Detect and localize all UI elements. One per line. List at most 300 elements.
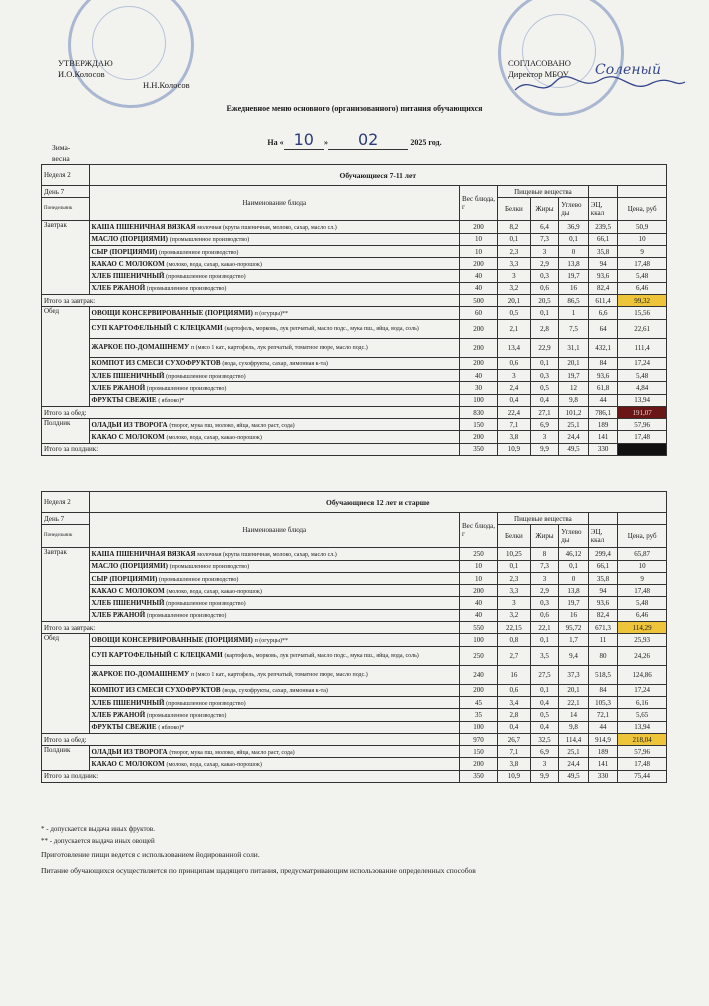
- dish-details: п (огурцы)**: [254, 638, 288, 645]
- value-p: 15,56: [618, 307, 667, 319]
- value-j: 3,5: [530, 646, 559, 665]
- col-e-header: ЭЦ, ккал: [588, 525, 618, 548]
- value-p: 9: [618, 572, 667, 584]
- col-nutrients-header: Пищевые вещества: [498, 513, 589, 525]
- lunch-label: Обед: [42, 634, 90, 733]
- value-p: 6,16: [618, 696, 667, 708]
- snack-row: [42, 431, 667, 443]
- weekday-label: Понедельник: [42, 198, 90, 221]
- dish-name: [89, 758, 460, 770]
- dish-title: ХЛЕБ ПШЕНИЧНЫЙ: [91, 698, 165, 707]
- value-p: 5,65: [618, 709, 667, 721]
- dish-title: КАША ПШЕНИЧНАЯ ВЯЗКАЯ: [91, 549, 196, 558]
- value-u: 19,7: [559, 369, 589, 381]
- lunch-total-row: [42, 733, 667, 745]
- dish-name: [89, 560, 460, 572]
- document-title: Ежедневное меню основного (организованного) питания обучающихся: [226, 104, 483, 113]
- value-u: 22,1: [559, 696, 589, 708]
- snack-total-row: [42, 443, 667, 455]
- lunch-row: [42, 319, 667, 338]
- value-u: 7,5: [559, 319, 589, 338]
- total-e: 671,3: [588, 622, 618, 634]
- value-b: 3: [498, 270, 531, 282]
- group-header-row: [42, 492, 667, 513]
- value-w: 200: [460, 338, 498, 357]
- value-b: 3,3: [498, 585, 531, 597]
- value-w: 150: [460, 746, 498, 758]
- breakfast-total-label: Итого за завтрак:: [42, 622, 460, 634]
- value-b: 3: [498, 597, 531, 609]
- junior-table-body: [42, 165, 667, 456]
- value-p: 17,48: [618, 258, 667, 270]
- value-e: 64: [588, 319, 618, 338]
- value-e: 44: [588, 394, 618, 406]
- dish-title: ХЛЕБ РЖАНОЙ: [91, 710, 146, 719]
- value-p: 17,48: [618, 758, 667, 770]
- dish-title: ХЛЕБ ПШЕНИЧНЫЙ: [91, 599, 165, 608]
- breakfast-row: [42, 548, 667, 560]
- dish-name: [89, 382, 460, 394]
- value-u: 31,1: [559, 338, 589, 357]
- dish-details: (промышленное производство): [166, 700, 246, 707]
- breakfast-row: [42, 258, 667, 270]
- value-b: 0,4: [498, 721, 531, 733]
- total-e: 330: [588, 770, 618, 782]
- lunch-row: [42, 684, 667, 696]
- dish-name: [89, 258, 460, 270]
- col-j-header: Жиры: [530, 198, 559, 221]
- col-j-header: Жиры: [530, 525, 559, 548]
- value-b: 0,1: [498, 560, 531, 572]
- breakfast-row: [42, 609, 667, 621]
- value-p: 17,24: [618, 357, 667, 369]
- dish-details: (промышленное производство): [146, 613, 227, 620]
- total-w: 830: [460, 406, 498, 418]
- dish-name: [89, 572, 460, 584]
- value-e: 84: [588, 357, 618, 369]
- value-j: 3: [530, 758, 559, 770]
- column-header-row: [42, 186, 667, 198]
- dish-title: КАКАО С МОЛОКОМ: [91, 259, 165, 268]
- value-j: 3: [530, 431, 559, 443]
- dish-title: ОВОЩИ КОНСЕРВИРОВАННЫЕ (ПОРЦИЯМИ): [91, 309, 253, 318]
- value-p: 6,46: [618, 282, 667, 294]
- value-e: 80: [588, 646, 618, 665]
- value-u: 24,4: [559, 758, 589, 770]
- blank-cell: [618, 513, 667, 525]
- value-p: 10: [618, 233, 667, 245]
- dish-name: [89, 721, 460, 733]
- value-j: 22,9: [530, 338, 559, 357]
- value-p: 65,87: [618, 548, 667, 560]
- date-prefix: На «: [267, 138, 284, 147]
- group-header-row: [42, 165, 667, 186]
- value-p: 9: [618, 245, 667, 257]
- value-j: 0,5: [530, 382, 559, 394]
- date-year: 2025 год.: [410, 138, 442, 147]
- total-e: 330: [588, 443, 618, 455]
- snack-total-label: Итого за полдник:: [42, 770, 460, 782]
- value-w: 35: [460, 709, 498, 721]
- dish-name: [89, 282, 460, 294]
- value-j: 0,4: [530, 394, 559, 406]
- total-e: 611,4: [588, 295, 618, 307]
- total-b: 26,7: [498, 733, 531, 745]
- value-j: 0,1: [530, 307, 559, 319]
- dish-title: СУП КАРТОФЕЛЬНЫЙ С КЛЕЦКАМИ: [91, 324, 223, 333]
- footnote-diet: Питание обучающихся осуществляется по принципам щадящего питания, предусматривающим использование определенных способов: [41, 866, 476, 875]
- lunch-row: [42, 338, 667, 357]
- week-label: Неделя 2: [42, 165, 90, 186]
- breakfast-row: [42, 560, 667, 572]
- value-w: 150: [460, 419, 498, 431]
- signature-scribble: [510, 70, 690, 100]
- total-w: 500: [460, 295, 498, 307]
- dish-details: (промышленное производство): [166, 274, 246, 281]
- value-u: 9,4: [559, 646, 589, 665]
- blank-cell: [588, 513, 618, 525]
- dish-name: [89, 431, 460, 443]
- date-month: 02: [328, 130, 408, 150]
- dish-title: КАКАО С МОЛОКОМ: [91, 433, 165, 442]
- value-j: 7,3: [530, 233, 559, 245]
- value-u: 0,1: [559, 233, 589, 245]
- breakfast-row: [42, 572, 667, 584]
- dish-details: п (мясо 1 кат., картофель, лук репчатый, томатное пюре, масло подс.): [190, 345, 368, 352]
- value-e: 94: [588, 258, 618, 270]
- value-w: 30: [460, 382, 498, 394]
- value-e: 61,8: [588, 382, 618, 394]
- value-p: 57,96: [618, 746, 667, 758]
- value-w: 40: [460, 282, 498, 294]
- value-b: 3: [498, 369, 531, 381]
- value-p: 4,84: [618, 382, 667, 394]
- dish-details: (промышленное производство): [166, 373, 246, 380]
- dish-details: (картофель, морковь, лук репчатый, масло подс., мука пш., яйца, вода, соль): [224, 326, 419, 333]
- dish-title: КАКАО С МОЛОКОМ: [91, 586, 165, 595]
- breakfast-row: [42, 233, 667, 245]
- total-u: 101,2: [559, 406, 589, 418]
- dish-details: ( яблоко)*: [158, 725, 185, 732]
- total-j: 9,9: [530, 443, 559, 455]
- dish-title: МАСЛО (ПОРЦИЯМИ): [91, 562, 168, 571]
- week-label: Неделя 2: [42, 492, 90, 513]
- date-day: 10: [284, 130, 324, 150]
- col-b-header: Белки: [498, 525, 531, 548]
- value-w: 10: [460, 572, 498, 584]
- agree-signature: Соленый: [595, 62, 661, 78]
- value-u: 46,12: [559, 548, 589, 560]
- dish-details: ( яблоко)*: [158, 398, 185, 405]
- agree-position: Директор МБОУ: [508, 69, 569, 79]
- lunch-row: [42, 634, 667, 646]
- lunch-row: [42, 369, 667, 381]
- value-j: 6,9: [530, 746, 559, 758]
- total-p: [618, 443, 667, 455]
- value-u: 0: [559, 572, 589, 584]
- total-p: 191,07: [618, 406, 667, 418]
- snack-row: [42, 746, 667, 758]
- footnote-fruits: * - допускается выдача иных фруктов.: [41, 825, 155, 833]
- value-w: 200: [460, 319, 498, 338]
- agree-label: СОГЛАСОВАНО: [508, 58, 571, 68]
- value-w: 10: [460, 560, 498, 572]
- group-title: Обучающиеся 12 лет и старше: [89, 492, 667, 513]
- value-j: 27,5: [530, 665, 559, 684]
- dish-details: (молоко, вода, сахар, какао-порошок): [166, 762, 262, 769]
- col-weight-header: Вес блюда, г: [460, 186, 498, 221]
- value-u: 25,1: [559, 419, 589, 431]
- snack-total-label: Итого за полдник:: [42, 443, 460, 455]
- value-b: 0,1: [498, 233, 531, 245]
- col-e-header: ЭЦ, ккал: [588, 198, 618, 221]
- blank-cell: [588, 186, 618, 198]
- dish-details: (вода, сухофрукты, сахар, лимонная к-та): [222, 688, 328, 695]
- col-price-header: Цена, руб: [618, 198, 667, 221]
- breakfast-label: Завтрак: [42, 548, 90, 622]
- value-e: 93,6: [588, 597, 618, 609]
- value-j: 0,4: [530, 721, 559, 733]
- breakfast-row: [42, 245, 667, 257]
- dish-details: (творог, мука пш, молоко, яйца, масло раст, сода): [169, 749, 295, 756]
- value-j: 6,4: [530, 221, 559, 233]
- value-w: 250: [460, 548, 498, 560]
- dish-name: [89, 696, 460, 708]
- value-e: 93,6: [588, 270, 618, 282]
- col-nutrients-header: Пищевые вещества: [498, 186, 589, 198]
- value-u: 0: [559, 245, 589, 257]
- snack-label: Полдник: [42, 419, 90, 444]
- menu-table-senior: [41, 491, 667, 783]
- value-w: 240: [460, 665, 498, 684]
- dish-name: [89, 233, 460, 245]
- value-b: 3,3: [498, 258, 531, 270]
- value-e: 239,5: [588, 221, 618, 233]
- value-u: 9,8: [559, 394, 589, 406]
- value-p: 6,46: [618, 609, 667, 621]
- value-b: 10,25: [498, 548, 531, 560]
- value-e: 84: [588, 684, 618, 696]
- breakfast-total-row: [42, 622, 667, 634]
- value-e: 94: [588, 585, 618, 597]
- document-date: [0, 130, 709, 149]
- value-b: 2,1: [498, 319, 531, 338]
- dish-details: (промышленное производство): [166, 601, 246, 608]
- dish-details: (вода, сухофрукты, сахар, лимонная к-та): [222, 361, 328, 368]
- value-b: 2,3: [498, 572, 531, 584]
- snack-total-row: [42, 770, 667, 782]
- breakfast-label: Завтрак: [42, 221, 90, 295]
- value-u: 25,1: [559, 746, 589, 758]
- value-b: 3,4: [498, 696, 531, 708]
- value-p: 5,48: [618, 597, 667, 609]
- dish-name: [89, 665, 460, 684]
- value-p: 22,61: [618, 319, 667, 338]
- column-header-row: [42, 513, 667, 525]
- value-w: 250: [460, 646, 498, 665]
- col-b-header: Белки: [498, 198, 531, 221]
- value-u: 36,9: [559, 221, 589, 233]
- value-p: 111,4: [618, 338, 667, 357]
- value-b: 0,4: [498, 394, 531, 406]
- value-b: 2,8: [498, 709, 531, 721]
- value-j: 0,5: [530, 709, 559, 721]
- total-j: 9,9: [530, 770, 559, 782]
- dish-name: [89, 585, 460, 597]
- approve-name: Н.Н.Колосов: [143, 80, 190, 90]
- value-u: 9,8: [559, 721, 589, 733]
- value-p: 5,48: [618, 369, 667, 381]
- value-b: 3,8: [498, 431, 531, 443]
- value-j: 0,1: [530, 634, 559, 646]
- total-w: 350: [460, 443, 498, 455]
- col-name-header: Наименование блюда: [89, 513, 460, 548]
- dish-details: (промышленное производство): [169, 564, 250, 571]
- col-u-header: Углево ды: [559, 198, 589, 221]
- value-u: 19,7: [559, 597, 589, 609]
- dish-details: (молоко, вода, сахар, какао-порошок): [166, 588, 262, 595]
- dish-title: ФРУКТЫ СВЕЖИЕ: [91, 396, 157, 405]
- value-u: 1: [559, 307, 589, 319]
- breakfast-total-label: Итого за завтрак:: [42, 295, 460, 307]
- dish-name: [89, 684, 460, 696]
- dish-name: [89, 319, 460, 338]
- value-w: 100: [460, 721, 498, 733]
- lunch-row: [42, 357, 667, 369]
- dish-title: КОМПОТ ИЗ СМЕСИ СУХОФРУКТОВ: [91, 359, 221, 368]
- dish-title: ХЛЕБ ПШЕНИЧНЫЙ: [91, 371, 165, 380]
- breakfast-total-row: [42, 295, 667, 307]
- lunch-total-row: [42, 406, 667, 418]
- dish-details: (промышленное производство): [146, 385, 227, 392]
- value-b: 2,4: [498, 382, 531, 394]
- lunch-row: [42, 696, 667, 708]
- lunch-row: [42, 665, 667, 684]
- dish-title: КАКАО С МОЛОКОМ: [91, 760, 165, 769]
- total-b: 22,4: [498, 406, 531, 418]
- dish-title: ХЛЕБ РЖАНОЙ: [91, 383, 146, 392]
- dish-title: ОВОЩИ КОНСЕРВИРОВАННЫЕ (ПОРЦИЯМИ): [91, 636, 253, 645]
- value-e: 66,1: [588, 233, 618, 245]
- dish-title: ЖАРКОЕ ПО-ДОМАШНЕМУ: [91, 670, 190, 679]
- day-label: День 7: [42, 513, 90, 525]
- dish-title: ХЛЕБ РЖАНОЙ: [91, 284, 146, 293]
- snack-row: [42, 419, 667, 431]
- value-w: 200: [460, 221, 498, 233]
- value-w: 200: [460, 585, 498, 597]
- group-title: Обучающиеся 7-11 лет: [89, 165, 667, 186]
- dish-details: (промышленное производство): [146, 286, 227, 293]
- value-b: 3,2: [498, 609, 531, 621]
- value-b: 2,7: [498, 646, 531, 665]
- total-e: 914,9: [588, 733, 618, 745]
- dish-details: (молоко, вода, сахар, какао-порошок): [166, 435, 262, 442]
- dish-details: п (огурцы)**: [254, 311, 288, 318]
- menu-table-junior: [41, 164, 667, 456]
- dish-name: [89, 245, 460, 257]
- breakfast-row: [42, 597, 667, 609]
- value-b: 2,3: [498, 245, 531, 257]
- value-w: 10: [460, 245, 498, 257]
- value-e: 35,8: [588, 245, 618, 257]
- value-u: 20,1: [559, 357, 589, 369]
- footnote-vegetables: ** - допускается выдача иных овощей: [41, 837, 155, 845]
- total-u: 49,5: [559, 443, 589, 455]
- value-e: 105,3: [588, 696, 618, 708]
- dish-title: СЫР (ПОРЦИЯМИ): [91, 247, 158, 256]
- value-p: 17,24: [618, 684, 667, 696]
- value-j: 0,3: [530, 270, 559, 282]
- dish-name: [89, 369, 460, 381]
- value-p: 124,86: [618, 665, 667, 684]
- dish-details: (промышленное производство): [159, 249, 239, 256]
- value-b: 0,6: [498, 357, 531, 369]
- dish-name: [89, 597, 460, 609]
- value-e: 11: [588, 634, 618, 646]
- value-b: 7,1: [498, 746, 531, 758]
- dish-title: ОЛАДЬИ ИЗ ТВОРОГА: [91, 420, 168, 429]
- value-p: 10: [618, 560, 667, 572]
- dish-name: [89, 338, 460, 357]
- total-p: 99,32: [618, 295, 667, 307]
- dish-details: (промышленное производство): [146, 712, 227, 719]
- lunch-total-label: Итого за обед:: [42, 406, 460, 418]
- value-p: 50,9: [618, 221, 667, 233]
- value-b: 0,5: [498, 307, 531, 319]
- total-b: 20,1: [498, 295, 531, 307]
- total-j: 27,1: [530, 406, 559, 418]
- snack-row: [42, 758, 667, 770]
- blank-cell: [618, 186, 667, 198]
- dish-name: [89, 307, 460, 319]
- footnotes: [41, 823, 476, 877]
- total-u: 86,5: [559, 295, 589, 307]
- dish-name: [89, 357, 460, 369]
- total-p: 218,04: [618, 733, 667, 745]
- dish-title: КАША ПШЕНИЧНАЯ ВЯЗКАЯ: [91, 222, 196, 231]
- lunch-label: Обед: [42, 307, 90, 406]
- value-e: 189: [588, 746, 618, 758]
- day-label: День 7: [42, 186, 90, 198]
- dish-name: [89, 394, 460, 406]
- value-e: 518,5: [588, 665, 618, 684]
- col-u-header: Углево ды: [559, 525, 589, 548]
- value-e: 189: [588, 419, 618, 431]
- value-w: 200: [460, 258, 498, 270]
- dish-name: [89, 270, 460, 282]
- value-w: 45: [460, 696, 498, 708]
- dish-details: (молоко, вода, сахар, какао-порошок): [166, 261, 262, 268]
- approve-position: И.О.Колосов: [58, 69, 105, 79]
- dish-name: [89, 548, 460, 560]
- dish-title: ХЛЕБ ПШЕНИЧНЫЙ: [91, 272, 165, 281]
- total-b: 10,9: [498, 443, 531, 455]
- value-u: 14: [559, 709, 589, 721]
- total-e: 786,1: [588, 406, 618, 418]
- value-w: 100: [460, 634, 498, 646]
- value-j: 2,8: [530, 319, 559, 338]
- dish-title: КОМПОТ ИЗ СМЕСИ СУХОФРУКТОВ: [91, 686, 221, 695]
- value-w: 200: [460, 357, 498, 369]
- dish-details: п (мясо 1 кат., картофель, лук репчатый, томатное пюре, масло подс.): [190, 672, 368, 679]
- value-j: 6,9: [530, 419, 559, 431]
- dish-title: МАСЛО (ПОРЦИЯМИ): [91, 235, 168, 244]
- dish-name: [89, 609, 460, 621]
- value-w: 200: [460, 684, 498, 696]
- dish-title: ФРУКТЫ СВЕЖИЕ: [91, 723, 157, 732]
- value-j: 8: [530, 548, 559, 560]
- dish-name: [89, 634, 460, 646]
